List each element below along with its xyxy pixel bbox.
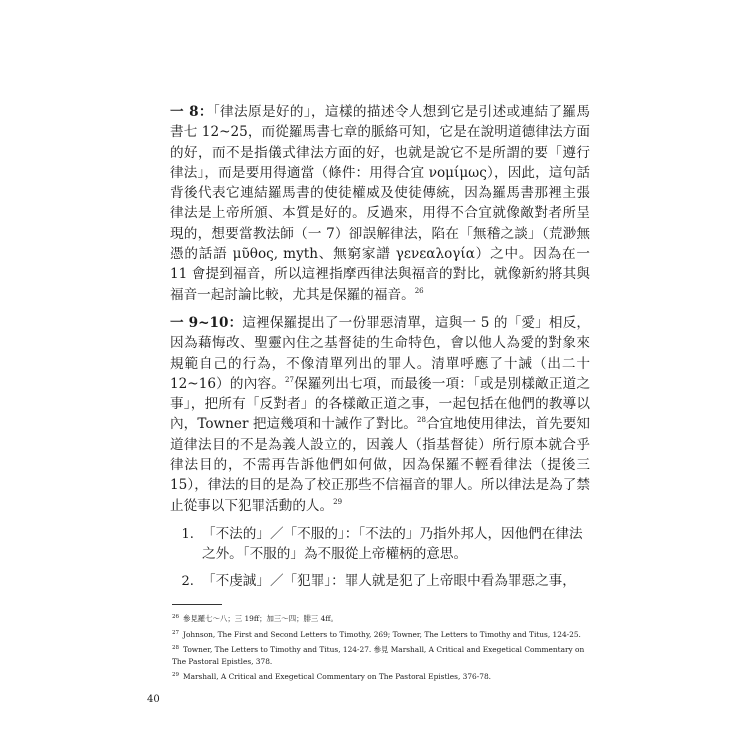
- footnote-text: Marshall, A Critical and Exegetical Commentary on The Pastoral Epistles, 376-78.: [183, 672, 492, 681]
- paragraph-text: 「律法原是好的」，這樣的描述令人想到它是引述或連結了羅馬書七 12~25，而從羅馬書七章的脈絡可知，它是在說明道德律法方面的好，而不是指儀式律法方面的好，也就是說它不是所謂的要「遵行律法」，而是要用得適當（條件：用得合宜 νομίμως），因此，這句話背後代表它連結羅馬書的使徒權威及使徒傳統，因為羅馬書那裡主張律法是上帝所頒、本質是好的。反過來，用得不合宜就像敵對者所呈現的，想要當教法師（一 7）卻誤解律法，陷在「無稽之談」（荒渺無憑的話語 μῦθος, myth、無窮家譜 γενεαλογία）之中。因為在一 11 會提到福音，所以這裡指摩西律法與福音的對比，就像新約將其與福音一起討論比較，尤其是保羅的福音。: [170, 104, 590, 303]
- verse-reference: 一 9~10：: [170, 314, 243, 331]
- list-item: [198, 524, 590, 565]
- footnote-marker[interactable]: 29: [333, 497, 343, 506]
- footnote-text: Johnson, The First and Second Letters to Timothy, 269; Towner, The Letters to Timothy and Titus, 124-25.: [183, 629, 581, 639]
- footnote-item: [172, 628, 590, 641]
- footnote-text: Towner, The Letters to Timothy and Titus, 124-27. 參見 Marshall, A Critical and Exegetical Commentary on The Pastoral Epistles, 378.: [172, 645, 585, 666]
- page-number: 40: [147, 694, 160, 705]
- footnote-item: [172, 612, 590, 625]
- list-item-text: 「不虔誠」／「犯罪」：罪人就是犯了上帝眼中看為罪惡之事，: [202, 572, 576, 589]
- verse-reference: 一 8：: [170, 104, 213, 120]
- footnote-item: [172, 670, 590, 683]
- footnote-marker[interactable]: 26: [414, 286, 424, 295]
- footnote-number: 28: [172, 645, 179, 651]
- page-body: [170, 102, 590, 597]
- footnotes: [172, 612, 590, 686]
- footnote-item: [172, 643, 590, 667]
- footnote-number: 29: [172, 672, 179, 678]
- paragraph-1: [170, 102, 590, 305]
- footnote-marker[interactable]: 27: [285, 375, 294, 384]
- numbered-list: [170, 524, 590, 591]
- list-item: [198, 571, 590, 591]
- paragraph-text: 保羅列出七項，而最後一項：「或是別樣敵正道之事」，把所有「反對者」的各樣敵正道之事，一起包括在他們的教導以內，Towner 把這幾項和十誡作了對比。: [170, 375, 590, 433]
- footnote-number: 27: [172, 629, 179, 636]
- footnote-number: 26: [172, 614, 179, 620]
- paragraph-text: 合宜地使用律法，首先要知道律法目的不是為義人設立的，因義人（指基督徒）所行原本就合乎律法目的，不需再告訴他們如何做，因為保羅不輕看律法（提後三 15），律法的目的是為了校正那些不信福音的罪人。所以律法是為了禁止從事以下犯罪活動的人。: [170, 416, 591, 514]
- footnote-divider: [172, 604, 222, 605]
- footnote-marker[interactable]: 28: [416, 416, 426, 425]
- paragraph-text: 這裡保羅提出了一份罪惡清單，這與一 5 的「愛」相反，因為藉悔改、聖靈內住之基督徒的生命特色，會以他人為愛的對象來規範自己的行為，不像清單列出的罪人。清單呼應了十誡（出二十 12~16）的內容。: [170, 314, 590, 392]
- footnote-text: 參見羅七～八；三 19ff；加三～四；腓三 4ff。: [183, 614, 338, 623]
- list-item-text: 「不法的」／「不服的」：「不法的」乃指外邦人，因他們在律法之外。「不服的」為不服從上帝權柄的意思。: [202, 525, 583, 563]
- paragraph-2: [170, 313, 590, 516]
